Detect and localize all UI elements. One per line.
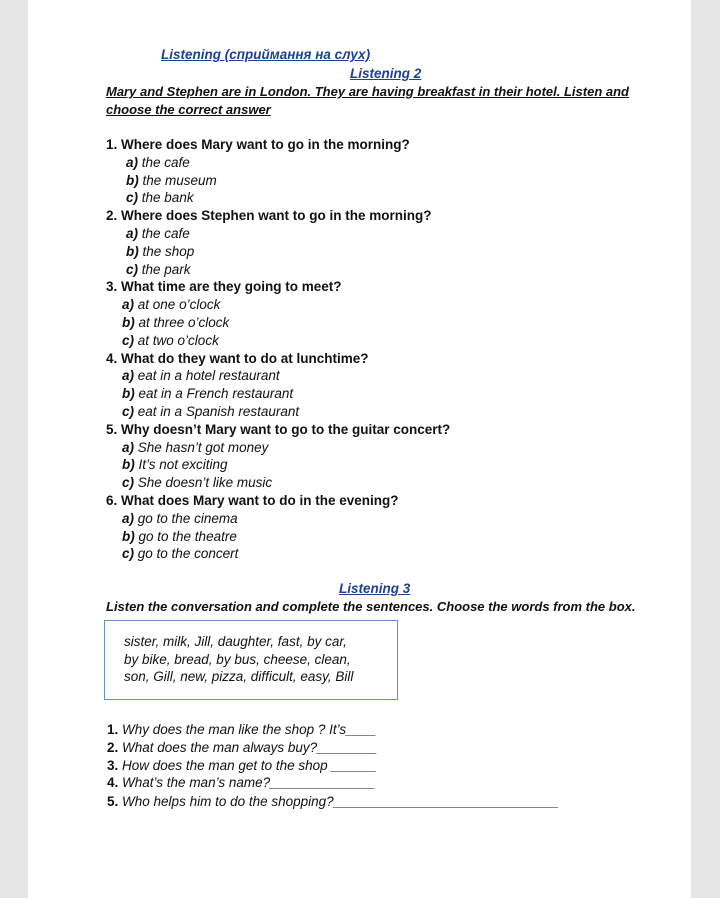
option-text: It’s not exciting — [138, 457, 228, 473]
listening3-heading: Listening 3 — [339, 581, 411, 596]
option-text: the bank — [141, 190, 194, 206]
option-text: the museum — [142, 172, 217, 188]
answer-option — [126, 155, 190, 170]
question-text: 6. What does Mary want to do in the evening? — [106, 493, 399, 508]
answer-option — [126, 173, 217, 188]
fill-in-sentence — [107, 722, 376, 737]
fill-in-sentence — [107, 794, 559, 809]
sentence-number: 2. — [107, 740, 119, 755]
sentence-number: 5. — [107, 794, 119, 809]
fill-in-sentence — [107, 740, 377, 755]
answer-option — [122, 440, 268, 455]
page-title: Listening (сприймання на слух) — [161, 47, 371, 62]
listening3-instruction: Listen the conversation and complete the sentences. Choose the words from the box. — [106, 599, 636, 614]
option-letter: a) — [122, 297, 135, 313]
answer-option — [122, 297, 220, 312]
sentence-number: 1. — [107, 722, 119, 737]
answer-option — [126, 190, 194, 205]
word-box-line: son, Gill, new, pizza, difficult, easy, Bill — [124, 669, 354, 684]
option-letter: a) — [126, 226, 139, 241]
option-text: the cafe — [141, 154, 190, 170]
answer-option — [122, 315, 229, 330]
option-letter: a) — [122, 510, 135, 526]
option-letter: c) — [122, 332, 135, 348]
answer-option — [122, 475, 272, 490]
option-text: go to the cinema — [137, 510, 238, 526]
answer-option — [122, 546, 238, 561]
option-text: at three o’clock — [138, 315, 230, 330]
listening2-heading: Listening 2 — [350, 66, 422, 81]
question-text: 5. Why doesn’t Mary want to go to the guitar concert? — [106, 421, 451, 437]
option-text: the shop — [142, 243, 195, 259]
listening2-instruction-line1: Mary and Stephen are in London. They are having breakfast in their hotel. Listen and — [106, 84, 629, 99]
option-text: eat in a hotel restaurant — [137, 368, 280, 384]
answer-option — [122, 529, 237, 544]
answer-option — [126, 244, 194, 259]
option-text: at one o’clock — [137, 297, 221, 313]
option-letter: b) — [122, 457, 135, 473]
question-text: 2. Where does Stephen want to go in the morning? — [106, 208, 432, 224]
word-box — [104, 620, 398, 700]
sentence-text: How does the man get to the shop ______ — [122, 758, 377, 773]
option-text: go to the theatre — [138, 528, 237, 544]
answer-option — [122, 511, 238, 526]
question-text: 1. Where does Mary want to go in the morning? — [106, 137, 410, 152]
answer-option — [122, 386, 293, 401]
option-text: She doesn’t like music — [137, 475, 273, 491]
option-letter: c) — [122, 404, 135, 419]
option-text: She hasn’t got money — [137, 439, 269, 455]
answer-option — [122, 457, 228, 472]
sentence-text: Who helps him to do the shopping?______________________________ — [122, 794, 559, 809]
option-text: at two o’clock — [137, 332, 219, 348]
sentence-text: What does the man always buy?________ — [122, 740, 378, 755]
fill-in-sentence — [107, 775, 375, 790]
option-letter: b) — [122, 315, 135, 330]
option-letter: a) — [122, 368, 135, 384]
option-text: the park — [141, 261, 191, 277]
option-letter: c) — [122, 475, 135, 491]
option-text: the cafe — [141, 226, 190, 241]
option-letter: b) — [122, 386, 135, 402]
answer-option — [122, 333, 219, 348]
option-letter: c) — [126, 190, 139, 206]
option-text: eat in a Spanish restaurant — [137, 404, 300, 419]
word-box-line: sister, milk, Jill, daughter, fast, by car, — [124, 634, 347, 649]
option-letter: a) — [122, 439, 135, 455]
question-text: 3. What time are they going to meet? — [106, 279, 342, 295]
question-text: 4. What do they want to do at lunchtime? — [106, 350, 369, 366]
option-letter: b) — [126, 172, 139, 188]
answer-option — [126, 226, 190, 241]
worksheet-page — [28, 0, 691, 898]
answer-option — [126, 262, 191, 277]
option-text: go to the concert — [137, 546, 239, 562]
option-letter: b) — [126, 243, 139, 259]
listening2-instruction-line2: choose the correct answer — [106, 102, 271, 117]
sentence-text: What’s the man’s name?______________ — [122, 775, 376, 790]
fill-in-sentence — [107, 758, 376, 773]
option-letter: c) — [126, 261, 139, 277]
sentence-number: 3. — [107, 758, 119, 773]
sentence-number: 4. — [107, 775, 119, 790]
sentence-text: Why does the man like the shop ? It’s____ — [122, 722, 377, 737]
word-box-line: by bike, bread, by bus, cheese, clean, — [124, 652, 351, 667]
option-text: eat in a French restaurant — [138, 386, 294, 402]
answer-option — [122, 404, 299, 419]
option-letter: a) — [126, 154, 139, 170]
answer-option — [122, 368, 280, 383]
option-letter: c) — [122, 546, 135, 562]
option-letter: b) — [122, 528, 135, 544]
